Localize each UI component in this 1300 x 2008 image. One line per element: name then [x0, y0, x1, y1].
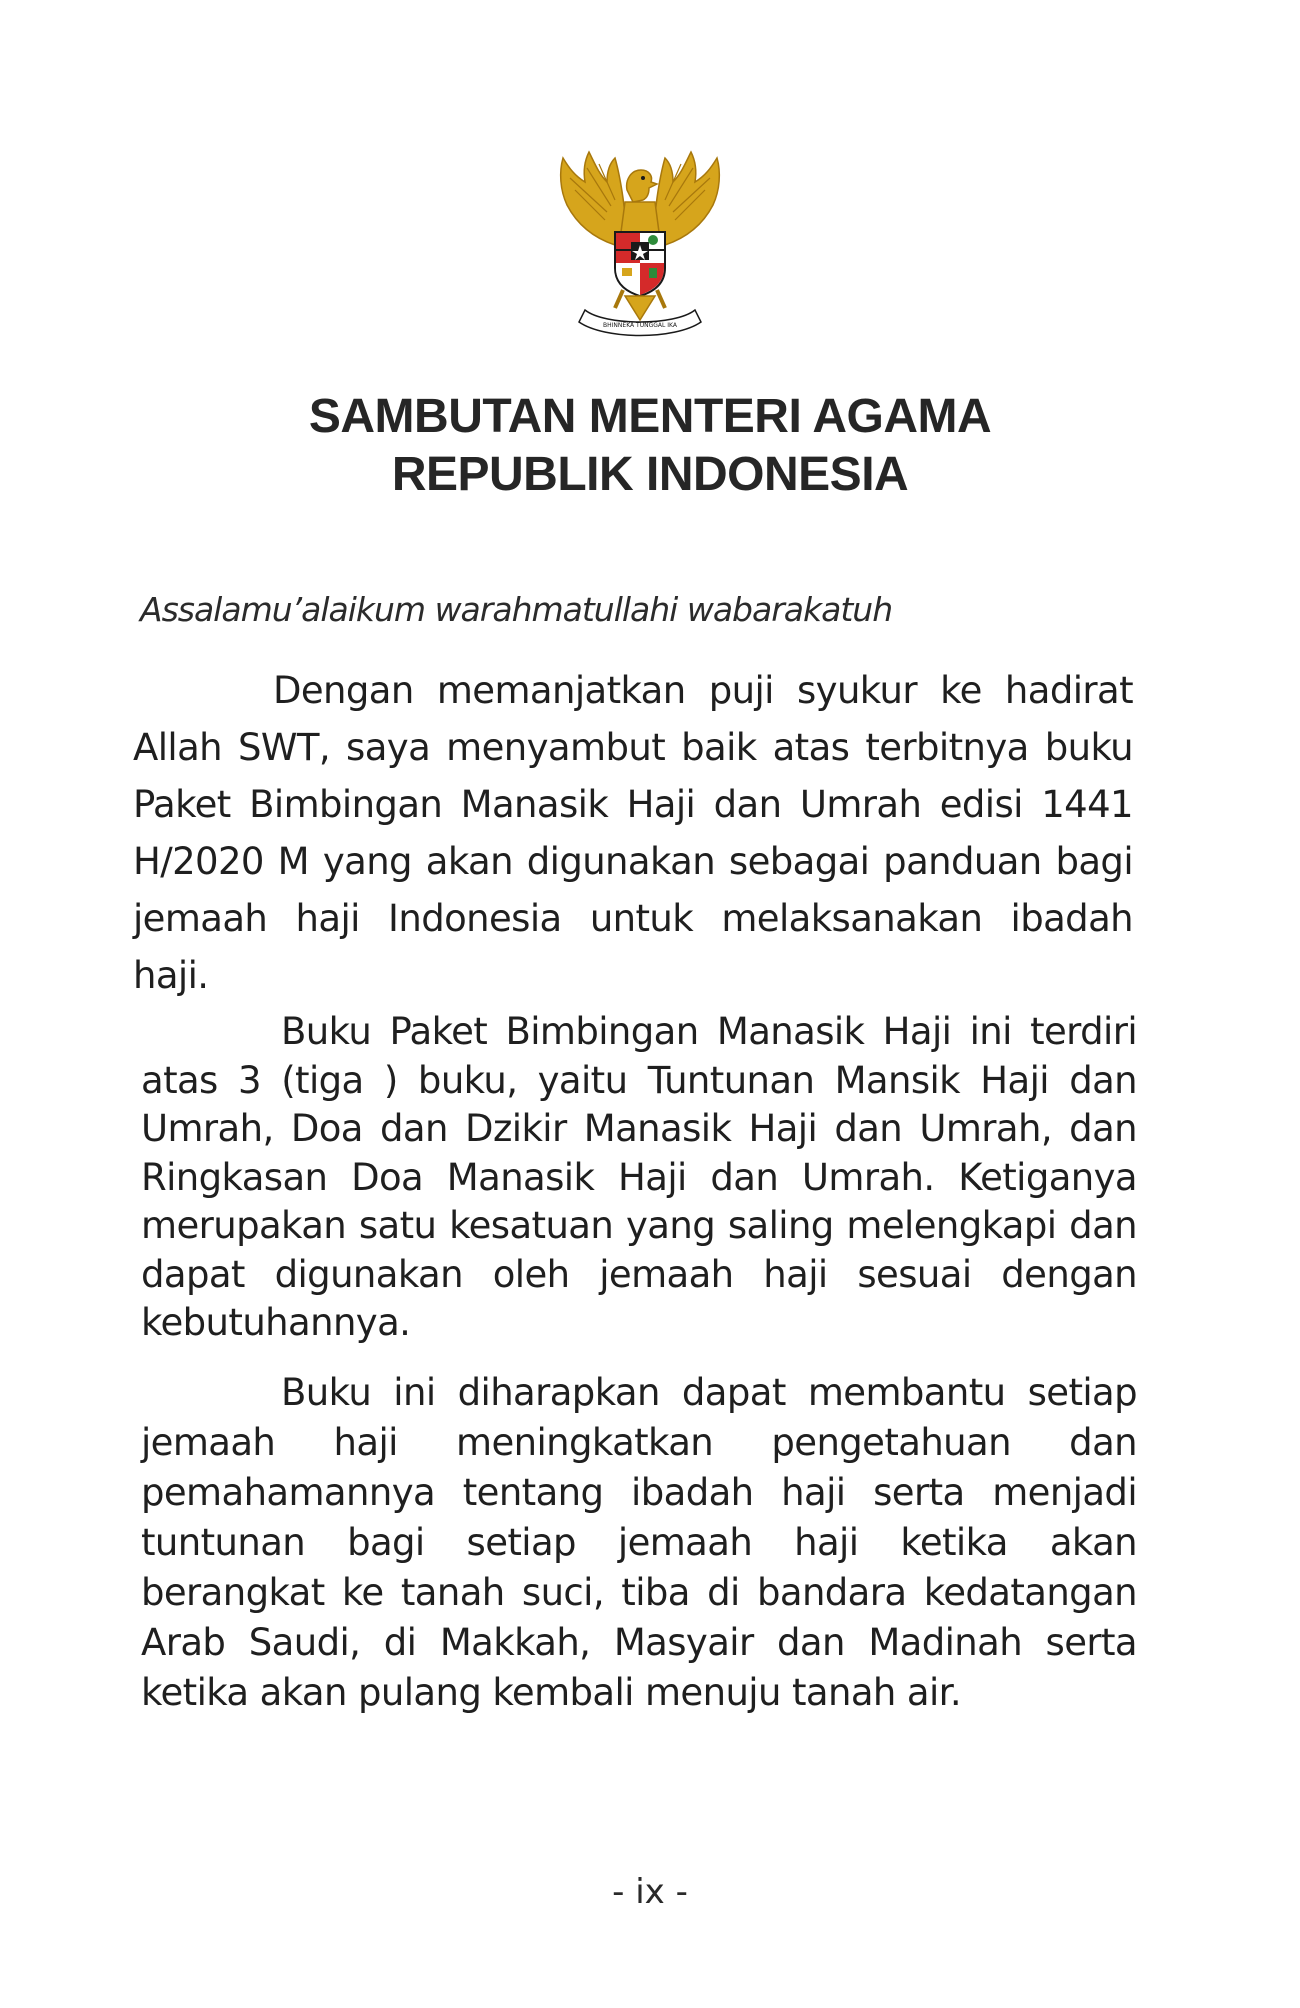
paragraph-1-text: Dengan memanjatkan puji syukur ke hadirat Allah SWT, saya menyambut baik atas terbitnya buku Paket Bimbingan Manasik Haji dan Umrah edisi 1441 H/2020 M yang akan digunakan sebagai panduan bagi jemaah haji Indonesia untuk melaksanakan ibadah haji. [133, 669, 1133, 997]
emblem-ribbon-text: BHINNEKA TUNGGAL IKA [603, 322, 677, 329]
garuda-emblem-icon [545, 150, 735, 340]
page-title [150, 388, 1150, 504]
paragraph-2-text: Buku Paket Bimbingan Manasik Haji ini terdiri atas 3 (tiga ) buku, yaitu Tuntunan Mansik Haji dan Umrah, Doa dan Dzikir Manasik Haji dan Umrah, dan Ringkasan Doa Manasik Haji dan Umrah. Ketiganya merupakan satu kesatuan yang saling melengkapi dan dapat digunakan oleh jemaah haji sesuai dengan kebutuhannya. [141, 1010, 1137, 1344]
page-number: - ix - [612, 1872, 688, 1912]
title-line-2: REPUBLIK INDONESIA [391, 448, 909, 501]
title-line-1: SAMBUTAN MENTERI AGAMA [308, 390, 992, 443]
paragraph-3 [141, 1368, 1137, 1718]
paragraph-2 [141, 1008, 1137, 1348]
paragraph-1 [133, 662, 1133, 1004]
paragraph-3-text: Buku ini diharapkan dapat membantu setiap jemaah haji meningkatkan pengetahuan dan pemahamannya tentang ibadah haji serta menjadi tuntunan bagi setiap jemaah haji ketika akan berangkat ke tanah suci, tiba di bandara kedatangan Arab Saudi, di Makkah, Masyair dan Madinah serta ketika akan pulang kembali menuju tanah air. [141, 1371, 1137, 1714]
greeting-text: Assalamu’alaikum warahmatullahi wabarakatuh [140, 590, 893, 629]
